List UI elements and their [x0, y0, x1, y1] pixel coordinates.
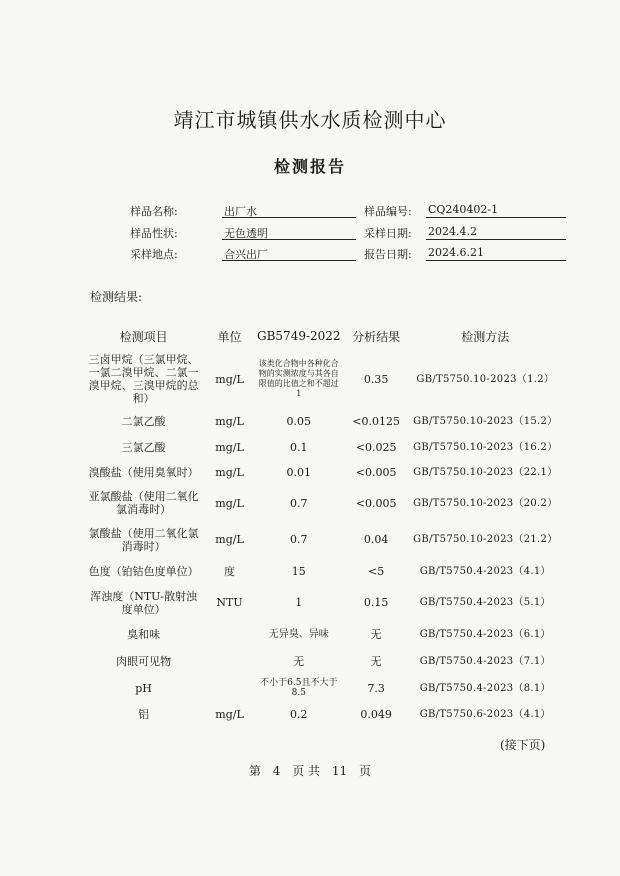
item-result: 0.15	[363, 596, 389, 609]
item-name: 三卤甲烷（三氯甲烷、一氯二溴甲烷、二氯一溴甲烷、三溴甲烷的总和）	[88, 353, 199, 405]
sample-name-label: 样品名称:	[130, 205, 178, 218]
table-row	[84, 585, 560, 620]
item-method: GB/T5750.4-2023（8.1）	[419, 682, 551, 694]
table-row	[84, 408, 560, 435]
table-row	[84, 521, 560, 558]
item-name: 亚氯酸盐（使用二氧化氯消毒时）	[88, 490, 199, 516]
item-method: GB/T5750.6-2023（4.1）	[419, 708, 551, 720]
item-standard: 无异臭、异味	[268, 628, 329, 640]
item-standard: 0.1	[290, 441, 308, 454]
item-standard: 该类化合物中各种化合物的实测浓度与其各自限值的比值之和不超过1	[258, 359, 339, 398]
item-result: <0.005	[355, 466, 397, 479]
page-number: 4	[272, 764, 281, 778]
item-name: 三氯乙酸	[121, 441, 166, 454]
results-header-row	[84, 322, 560, 350]
item-standard: 0.7	[290, 533, 308, 546]
item-result: 0.049	[360, 707, 392, 721]
item-standard: 无	[293, 655, 305, 668]
item-method: GB/T5750.10-2023（20.2）	[413, 497, 558, 509]
sample-code-value: CQ240402-1	[426, 203, 566, 218]
item-name: 氯酸盐（使用二氧化氯消毒时）	[88, 526, 199, 553]
item-result: <5	[368, 565, 385, 578]
item-result: 无	[370, 627, 382, 641]
item-unit: mg/L	[215, 533, 244, 546]
item-method: GB/T5750.4-2023（4.1）	[419, 566, 551, 577]
item-result: <0.0125	[352, 415, 401, 428]
page-prefix: 第	[248, 764, 261, 778]
item-method: GB/T5750.10-2023（22.1）	[413, 467, 558, 478]
item-result: <0.025	[355, 441, 397, 454]
sampling-date-value: 2024.4.2	[426, 225, 566, 240]
sample-property-label: 样品性状:	[130, 227, 178, 240]
item-method: GB/T5750.4-2023（7.1）	[419, 656, 551, 667]
item-result: 0.35	[363, 372, 389, 386]
sample-property-value: 无色透明	[222, 225, 356, 240]
table-row	[84, 701, 560, 727]
item-standard: 0.2	[290, 707, 308, 721]
report-title: 检测报告	[273, 157, 346, 176]
table-row	[84, 460, 560, 485]
item-name: 浑浊度（NTU-散射浊度单位）	[90, 589, 197, 616]
table-row	[84, 620, 560, 648]
sampling-location-label: 采样地点:	[130, 248, 178, 261]
sampling-date-label: 采样日期:	[364, 227, 412, 240]
col-header-item: 检测项目	[119, 329, 168, 344]
item-method: GB/T5750.10-2023（16.2）	[413, 442, 558, 453]
item-standard: 不小于6.5且不大于8.5	[260, 678, 338, 698]
item-standard: 1	[295, 596, 303, 609]
results-heading: 检测结果:	[90, 290, 143, 304]
item-unit: mg/L	[215, 441, 244, 454]
item-unit: mg/L	[215, 707, 244, 721]
report-date-value: 2024.6.21	[426, 246, 566, 261]
item-method: GB/T5750.4-2023（6.1）	[419, 628, 551, 640]
item-method: GB/T5750.4-2023（5.1）	[419, 597, 551, 608]
item-name: 色度（铂钴色度单位）	[88, 565, 199, 578]
col-header-unit: 单位	[217, 329, 242, 344]
sampling-location-value: 合兴出厂	[222, 246, 356, 261]
item-standard: 15	[291, 565, 306, 578]
item-name: 二氯乙酸	[121, 415, 166, 428]
item-unit: mg/L	[215, 466, 244, 479]
item-unit: mg/L	[215, 372, 244, 386]
total-pages: 11	[331, 764, 348, 778]
item-method: GB/T5750.10-2023（1.2）	[416, 373, 555, 385]
item-name: pH	[135, 681, 152, 695]
page-mid: 页 共	[292, 764, 321, 778]
table-row	[84, 485, 560, 521]
item-name: 溴酸盐（使用臭氧时）	[88, 466, 199, 479]
table-row	[84, 435, 560, 460]
item-unit	[203, 620, 256, 648]
page-footer	[0, 762, 620, 779]
item-name: 肉眼可见物	[116, 655, 172, 668]
results-table	[84, 322, 560, 727]
sample-name-value: 出厂水	[222, 203, 356, 218]
item-standard: 0.7	[290, 496, 308, 510]
item-name: 臭和味	[127, 627, 161, 641]
item-unit	[203, 675, 256, 701]
item-result: <0.005	[355, 496, 397, 510]
item-unit: mg/L	[215, 496, 244, 510]
col-header-result: 分析结果	[352, 329, 401, 344]
col-header-method: 检测方法	[461, 329, 510, 344]
organization-title: 靖江市城镇供水水质检测中心	[173, 108, 447, 132]
item-standard: 0.05	[286, 415, 312, 428]
item-unit: mg/L	[215, 415, 244, 428]
table-row	[84, 675, 560, 701]
item-result: 无	[370, 655, 382, 668]
item-method: GB/T5750.10-2023（21.2）	[413, 534, 558, 545]
item-standard: 0.01	[286, 466, 312, 479]
item-unit: NTU	[216, 596, 243, 609]
item-result: 0.04	[363, 533, 389, 546]
table-row	[84, 558, 560, 585]
table-row	[84, 648, 560, 675]
report-date-label: 报告日期:	[364, 248, 412, 261]
page-suffix: 页	[359, 764, 372, 778]
item-unit: 度	[224, 565, 236, 578]
sample-code-label: 样品编号:	[364, 205, 412, 218]
table-row	[84, 350, 560, 408]
item-unit	[203, 648, 256, 675]
item-method: GB/T5750.10-2023（15.2）	[413, 416, 558, 427]
item-name: 铝	[138, 707, 150, 721]
col-header-standard: GB5749-2022	[257, 329, 341, 343]
continue-note: (接下页)	[500, 738, 546, 752]
item-result: 7.3	[367, 681, 385, 695]
